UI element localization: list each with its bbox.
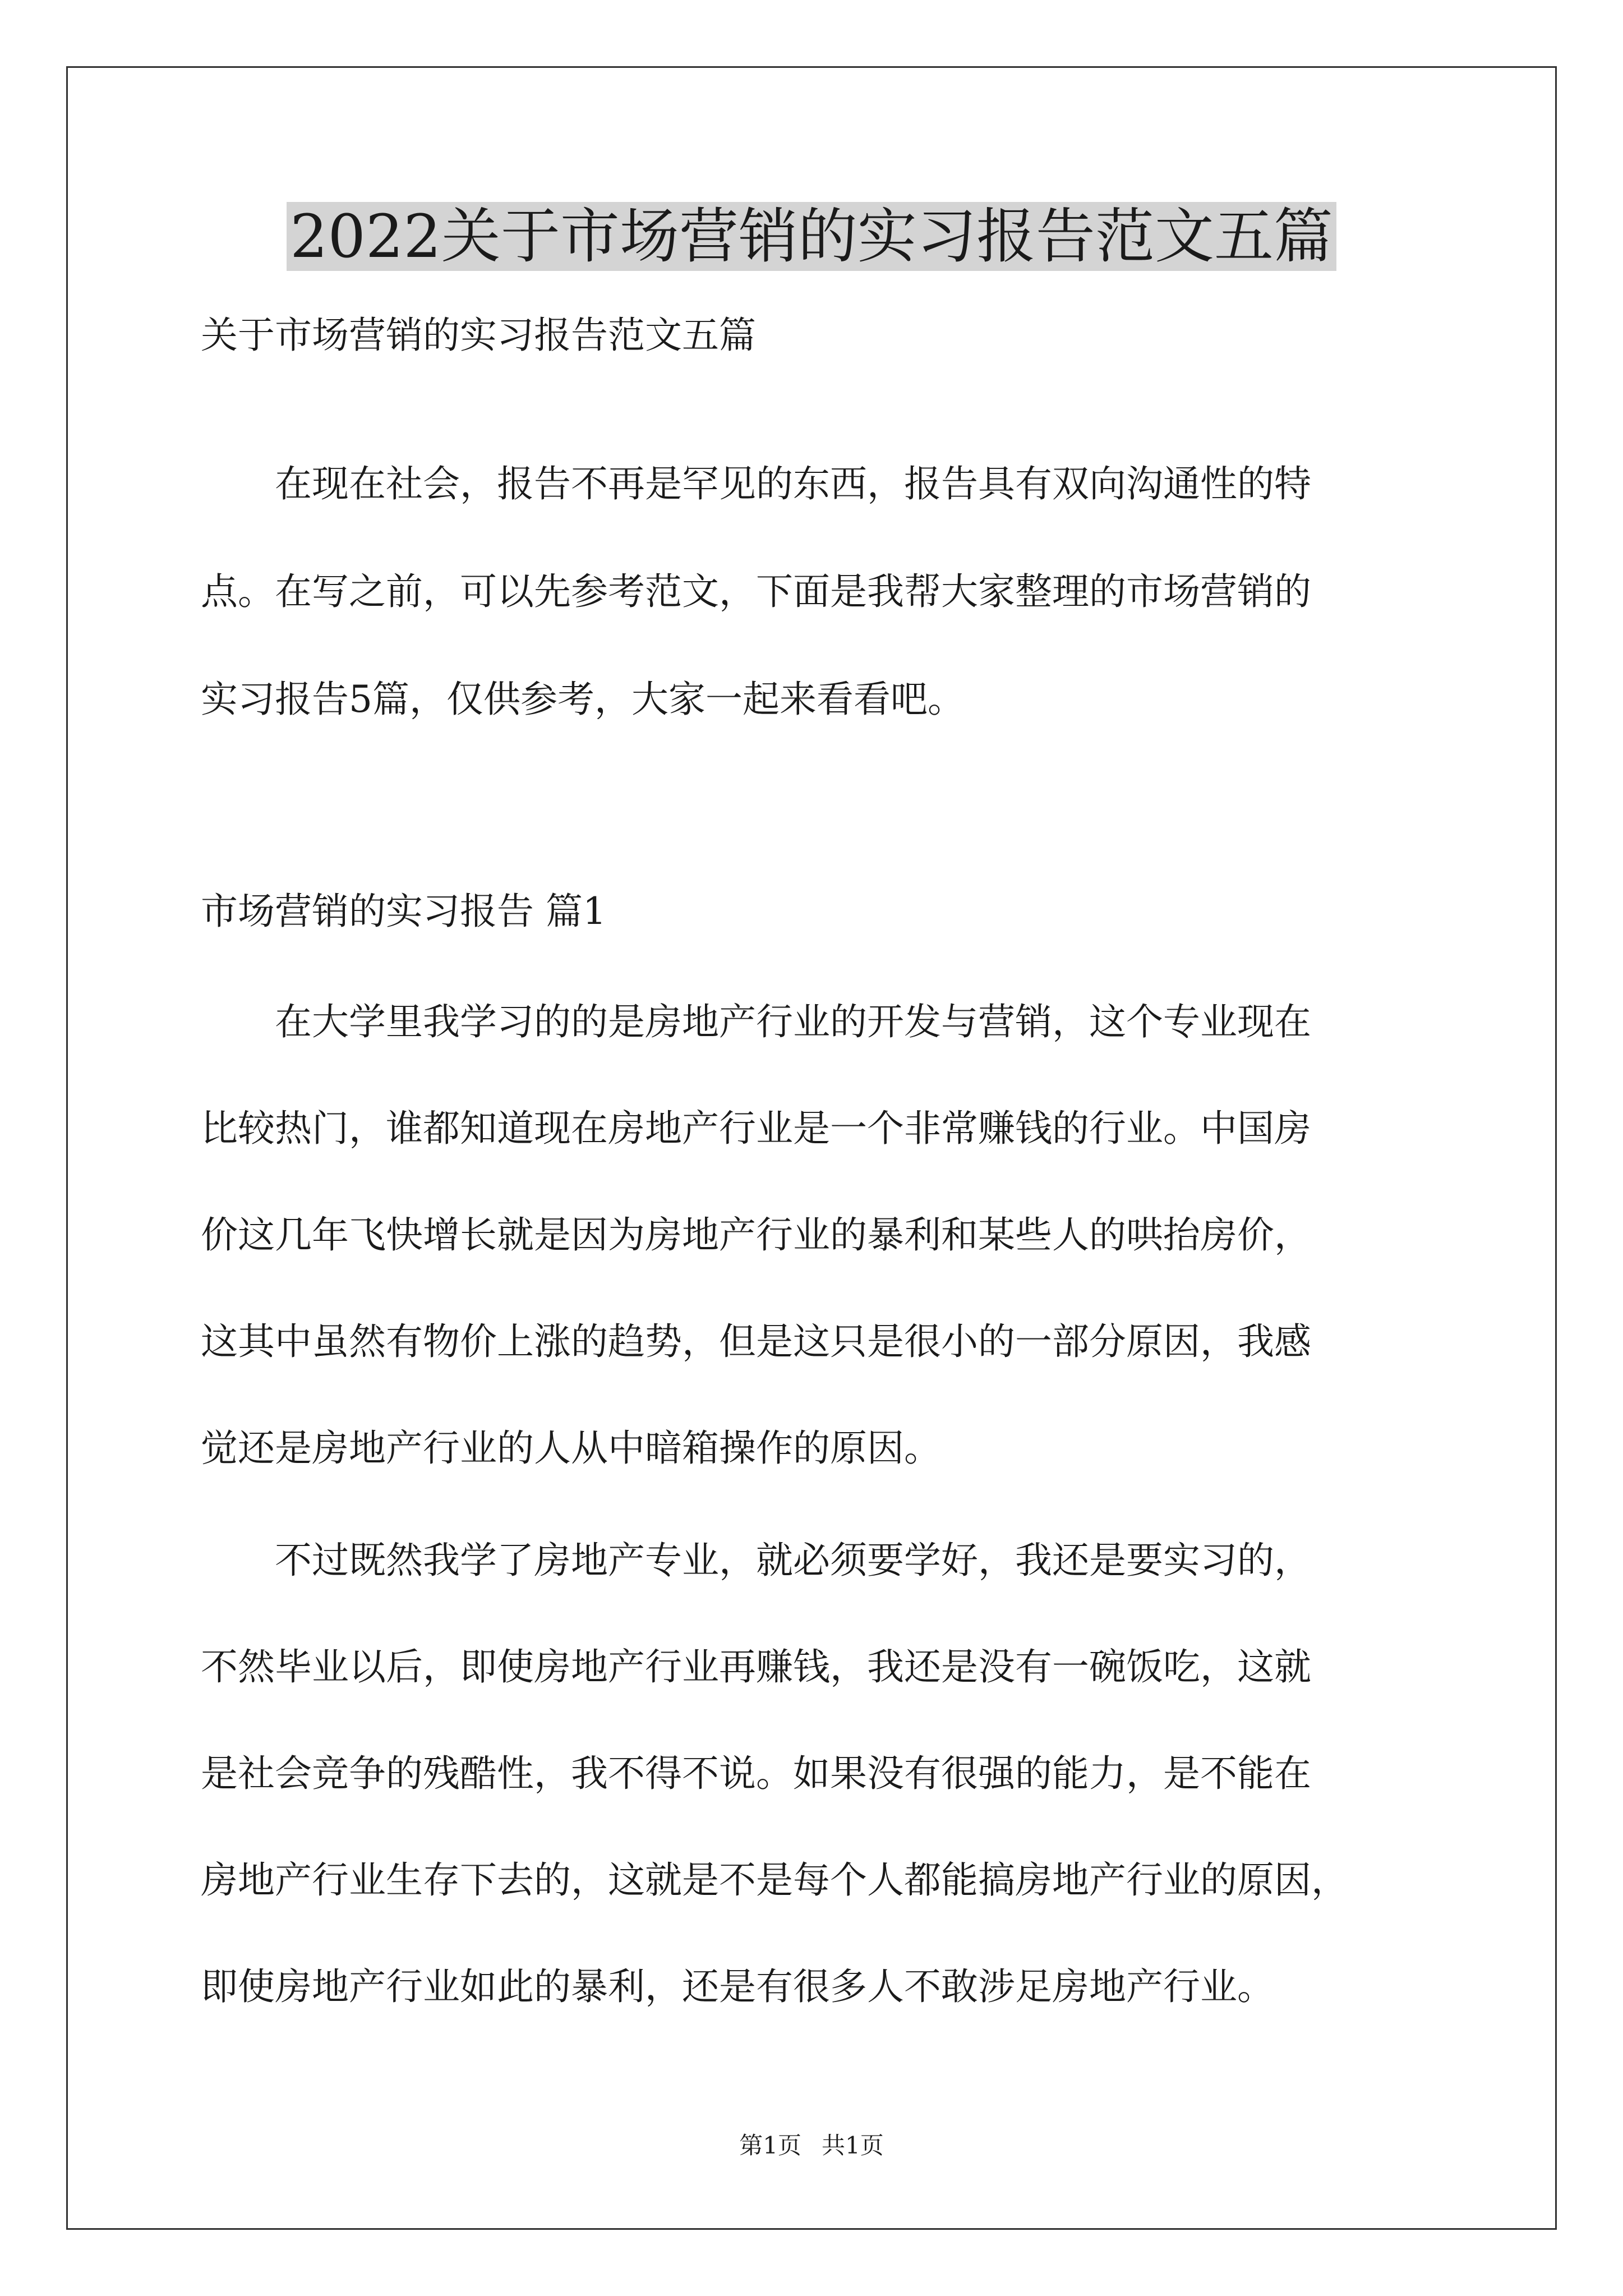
page-footer [0, 2129, 1623, 2162]
page-number-total: 共1页 [822, 2132, 884, 2159]
paragraph2-line-1: 不过既然我学了房地产专业，就必须要学好，我还是要实习的， [201, 1539, 1311, 1582]
paragraph1-line-3: 价这几年飞快增长就是因为房地产行业的暴利和某些人的哄抬房价， [201, 1213, 1311, 1257]
paragraph2-line-4: 房地产行业生存下去的，这就是不是每个人都能搞房地产行业的原因， [201, 1858, 1348, 1902]
paragraph2-line-3: 是社会竞争的残酷性，我不得不说。如果没有很强的能力，是不能在 [201, 1752, 1311, 1795]
paragraph2-line-2: 不然毕业以后，即使房地产行业再赚钱，我还是没有一碗饭吃，这就 [201, 1645, 1311, 1688]
document-title-text: 2022关于市场营销的实习报告范文五篇 [287, 202, 1336, 271]
paragraph1-line-1: 在大学里我学习的的是房地产行业的开发与营销，这个专业现在 [201, 1000, 1311, 1043]
intro-line-1: 在现在社会，报告不再是罕见的东西，报告具有双向沟通性的特 [201, 462, 1311, 505]
paragraph1-line-4: 这其中虽然有物价上涨的趋势，但是这只是很小的一部分原因，我感 [201, 1320, 1311, 1363]
document-subtitle: 关于市场营销的实习报告范文五篇 [201, 314, 756, 357]
paragraph2-line-5: 即使房地产行业如此的暴利，还是有很多人不敢涉足房地产行业。 [201, 1965, 1274, 2008]
intro-line-2: 点。在写之前，可以先参考范文，下面是我帮大家整理的市场营销的 [201, 570, 1311, 613]
intro-line-3: 实习报告5篇，仅供参考，大家一起来看看吧。 [201, 678, 965, 721]
section-heading: 市场营销的实习报告 篇1 [201, 890, 606, 933]
document-title [0, 197, 1623, 276]
paragraph1-line-5: 觉还是房地产行业的人从中暗箱操作的原因。 [201, 1427, 941, 1470]
paragraph1-line-2: 比较热门，谁都知道现在房地产行业是一个非常赚钱的行业。中国房 [201, 1107, 1311, 1150]
page-number-current: 第1页 [739, 2132, 801, 2159]
